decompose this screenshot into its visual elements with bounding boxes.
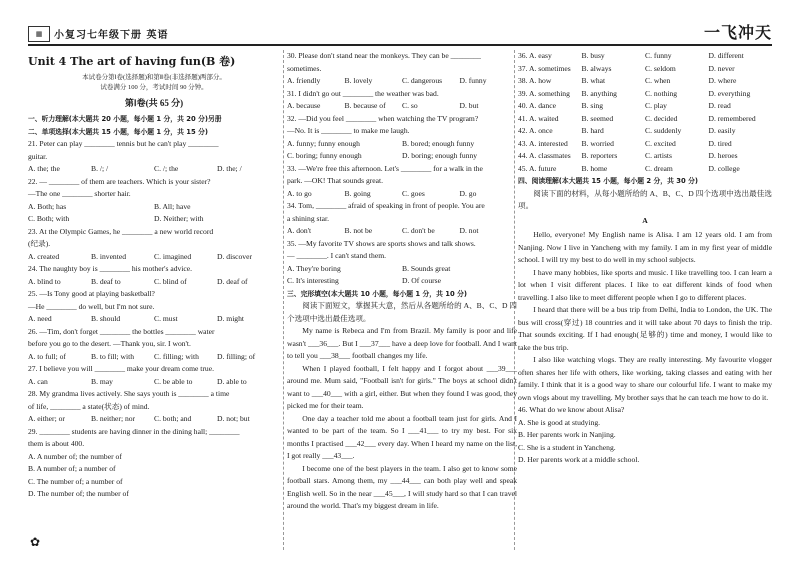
answer-option: B. may	[91, 376, 113, 386]
answer-option: D. go	[459, 188, 477, 198]
answer-option: C. artists	[645, 151, 673, 160]
answer-options	[28, 276, 280, 289]
answer-option: 45. A. future	[518, 163, 557, 173]
exam-note: 试卷满分 100 分，考试时间 90 分钟。	[100, 83, 208, 91]
page-header	[28, 23, 772, 44]
answer-option: D. heroes	[708, 151, 738, 160]
answer-option: C. when	[645, 76, 671, 85]
answer-option: D. where	[708, 76, 737, 85]
question-stem-cont: before you go to the desert. —Thank you, sir. I won't.	[28, 339, 191, 348]
answer-option: C. It's interesting	[287, 276, 339, 285]
question-list	[287, 50, 517, 288]
answer-option: C. The number of; a number of	[28, 476, 123, 486]
answer-option: C. must	[154, 314, 178, 323]
answer-option: C. /; the	[154, 164, 179, 173]
cloze-options	[518, 50, 772, 175]
section-heading: 二、单项选择(本大题共 15 小题，每小题 1 分，共 15 分)	[28, 127, 208, 136]
answer-option: D. remembered	[708, 113, 756, 123]
answer-option: D. Of course	[402, 276, 442, 285]
question-stem-cont: sometimes.	[287, 63, 322, 73]
answer-option: B. not be	[344, 226, 373, 235]
answer-option: C. Both; with	[28, 214, 70, 223]
answer-option: A. because	[287, 101, 321, 110]
answer-option: D. not	[459, 226, 479, 235]
question-stem-cont: a shining star.	[287, 213, 329, 223]
answer-option: A. A number of; the number of	[28, 451, 122, 461]
answer-option: D. different	[708, 51, 744, 60]
answer-option: D. filling; of	[217, 351, 256, 361]
question-stem-cont: — ________. I can't stand them.	[287, 251, 387, 260]
question-stem-cont: them is about 400.	[28, 439, 85, 448]
cloze-option-row	[518, 150, 772, 163]
question-stem: 31. I didn't go out ________ the weather was bad.	[287, 88, 439, 98]
answer-options	[28, 251, 280, 264]
header-logo: ▦	[28, 26, 50, 42]
passage-paragraph: One day a teacher told me about a football team just for girls. And I wanted to be part of the team. So I ___41___ to try my best. For six months I practised ___42___ every day. When I heard my name on the list, I got really ___43___.	[287, 413, 517, 460]
answer-option: D. discover	[217, 251, 253, 261]
question-stem-cont: —He ________ do well, but I'm not sure.	[28, 301, 155, 311]
answer-option: C. dream	[645, 163, 673, 173]
answer-options	[28, 413, 280, 426]
answer-option: 43. A. interested	[518, 138, 568, 148]
answer-option: C. so	[402, 101, 418, 110]
answer-options	[28, 351, 280, 364]
answer-option: D. funny	[459, 76, 487, 85]
answer-options	[287, 188, 517, 201]
answer-option: A. need	[28, 314, 52, 323]
answer-options	[28, 163, 280, 176]
answer-options	[28, 201, 280, 226]
answer-option: D. Neither; with	[154, 214, 204, 223]
answer-option: B. anything	[581, 88, 617, 98]
answer-option: B. hard	[581, 126, 604, 135]
answer-option: B. because of	[344, 101, 386, 110]
answer-option: B. worried	[581, 138, 614, 148]
answer-options	[28, 376, 280, 389]
answer-option: 42. A. once	[518, 126, 553, 135]
answer-option: D. college	[708, 163, 740, 173]
answer-option: C. She is a student in Yancheng.	[518, 442, 616, 452]
answer-option: A. either; or	[28, 414, 65, 423]
answer-option: A. created	[28, 251, 60, 261]
answer-options	[287, 138, 517, 163]
answer-option: C. blind of	[154, 276, 187, 286]
cloze-passage	[287, 325, 517, 513]
answer-option: B. Sounds great	[402, 263, 451, 273]
answer-options	[287, 225, 517, 238]
answer-option: D. read	[708, 101, 731, 110]
answer-option: B. Her parents work in Nanjing.	[518, 430, 616, 439]
answer-option: C. both; and	[154, 414, 192, 423]
answer-option: B. should	[91, 314, 121, 323]
answer-option: C. boring; funny enough	[287, 151, 362, 160]
section-heading: 三、完形填空(本大题共 10 小题，每小题 1 分，共 10 分)	[287, 289, 467, 298]
section-instructions: 阅读下面短文，掌握其大意，然后从各题所给的 A、B、C、D 四个选项中选出最佳选项。	[287, 301, 517, 323]
question-stem: 25. —Is Tony good at playing basketball?	[28, 289, 155, 298]
answer-option: D. might	[217, 314, 245, 323]
reading-passage	[518, 229, 772, 404]
answer-option: B. seemed	[581, 113, 614, 123]
answer-option: A. the; the	[28, 164, 60, 173]
answer-option: 38. A. how	[518, 76, 552, 85]
cloze-option-row	[518, 88, 772, 101]
passage-paragraph: When I played football, I felt happy and I forgot about ___39___ around me. Mum said, "Football isn't for girls." The boys at school didn't want to ___40___ with a girl, either. But when they found I was good, they picked me for their team.	[287, 363, 517, 410]
cloze-option-row	[518, 75, 772, 88]
passage-paragraph: I become one of the best players in the team. I also get to know some football stars. Among them, my ___44___ can both play well and speak English well. So in the near ___45___, I will study hard so that I can travel around the world. That's my biggest dream in life.	[287, 463, 517, 510]
question-stem: 30. Please don't stand near the monkeys. They can be ________	[287, 51, 481, 60]
passage-paragraph: Hello, everyone! My English name is Alisa. I am 12 years old. I am from Nanjing. Now I live in Yancheng with my family. I am in my first year of middle school. I will try my best to do well in my school subjects.	[518, 230, 772, 264]
answer-option: B. neither; nor	[91, 414, 136, 423]
answer-option: B. invented	[91, 251, 127, 261]
question-stem: 27. I believe you will ________ make your dream come true.	[28, 364, 214, 373]
question-stem: 35. —My favorite TV shows are sports shows and talk shows.	[287, 238, 476, 248]
answer-options	[518, 417, 772, 467]
question-stem-cont: (纪录).	[28, 239, 51, 248]
answer-option: 39. A. something	[518, 88, 570, 98]
answer-option: A. Both; has	[28, 201, 67, 211]
unit-title: Unit 4 The art of having fun(B 卷)	[28, 55, 236, 68]
question-stem: 21. Peter can play ________ tennis but he can't play ________	[28, 139, 219, 148]
answer-option: D. the; /	[217, 164, 242, 173]
section-instructions: 阅读下面的材料，从每小题所给的 A、B、C、D 四个选项中选出最佳选项。	[518, 188, 772, 210]
answer-option: C. decided	[645, 113, 678, 123]
answer-options	[287, 263, 517, 288]
answer-option: B. deaf to	[91, 276, 121, 286]
header-rule	[28, 44, 772, 46]
answer-options	[28, 313, 280, 326]
header-title: 小复习七年级下册 英语	[54, 30, 169, 41]
answer-option: B. All; have	[154, 201, 191, 211]
answer-option: B. what	[581, 76, 606, 85]
part-title: 第Ⅰ卷(共 65 分)	[124, 97, 184, 108]
answer-option: B. busy	[581, 51, 605, 60]
answer-option: B. lovely	[344, 76, 373, 85]
answer-option: D. everything	[708, 88, 751, 98]
question-stem: 33. —We're free this afternoon. Let's ________ for a walk in the	[287, 163, 483, 173]
answer-option: A. to full; of	[28, 351, 66, 361]
question-stem: 24. The naughty boy is ________ his mother's advice.	[28, 264, 193, 273]
answer-option: B. home	[581, 163, 608, 173]
answer-option: D. easily	[708, 126, 736, 135]
answer-option: D. Her parents work at a middle school.	[518, 455, 640, 464]
decorative-flower-icon: ✿	[30, 535, 41, 549]
answer-option: D. deaf of	[217, 276, 248, 286]
answer-option: A. They're boring	[287, 263, 341, 273]
answer-option: D. but	[459, 101, 479, 110]
answer-option: A. can	[28, 376, 48, 386]
cloze-option-row	[518, 100, 772, 113]
column-left	[28, 50, 280, 501]
passage-paragraph: My name is Rebeca and I'm from Brazil. My family is poor and life wasn't ___36___. But I ___37___ have a deep love for football. And I want to tell you ___38___ football changes my life.	[287, 326, 517, 360]
answer-option: C. nothing	[645, 88, 678, 98]
answer-option: B. bored; enough funny	[402, 138, 475, 148]
exam-note: 本试卷分第Ⅰ卷(选择题)和第Ⅱ卷(非选择题)两部分。	[82, 73, 226, 81]
answer-option: C. imagined	[154, 251, 192, 261]
answer-option: C. goes	[402, 188, 425, 198]
answer-option: D. not; but	[217, 414, 250, 423]
question-stem: 29. ________ students are having dinner in the dining hall; ________	[28, 426, 240, 436]
answer-option: 37. A. sometimes	[518, 63, 571, 73]
answer-option: C. seldom	[645, 63, 676, 73]
answer-option: D. able to	[217, 376, 247, 386]
answer-option: A. to go	[287, 188, 312, 198]
question-list	[28, 138, 280, 501]
section-heading: 四、阅读理解(本大题共 15 小题，每小题 2 分，共 30 分)	[518, 177, 698, 185]
answer-option: C. filling; with	[154, 351, 199, 361]
answer-option: 41. A. waited	[518, 113, 559, 123]
answer-option: A. She is good at studying.	[518, 417, 601, 427]
passage-paragraph: I have many hobbies, like sports and music. I like travelling too. I can learn a lot when I visit different places. I like to eat different kinds of food when travelling. I also like to meet different people when I go to different places.	[518, 267, 772, 302]
answer-option: C. dangerous	[402, 76, 443, 85]
answer-options	[287, 75, 517, 88]
cloze-option-row	[518, 125, 772, 138]
answer-option: B. /; /	[91, 164, 109, 173]
question-stem: 26. —Tim, don't forget ________ the bottles ________ water	[28, 326, 215, 336]
answer-option: C. play	[645, 101, 667, 110]
answer-option: A. friendly	[287, 76, 321, 85]
answer-option: B. always	[581, 63, 612, 73]
passage-paragraph: I heard that there will be a bus trip from Delhi, India to London, the UK. The bus will cross(穿过) 18 countries and it will take about 70 days to finish the trip. That sounds exciting. If I had enough(足够的) time and money, I would like to take the bus trip.	[518, 305, 772, 352]
question-stem-cont: —No. It is ________ to make me laugh.	[287, 126, 410, 135]
question-stem-cont: —The one ________ shorter hair.	[28, 189, 131, 198]
answer-option: D. The number of; the number of	[28, 489, 129, 498]
cloze-option-row	[518, 163, 772, 176]
answer-option: B. going	[344, 188, 371, 198]
question-stem: 23. At the Olympic Games, he ________ a new world record	[28, 226, 214, 236]
cloze-option-row	[518, 50, 772, 63]
answer-option: C. funny	[645, 51, 672, 60]
column-middle	[287, 50, 517, 513]
cloze-option-row	[518, 113, 772, 126]
answer-option: D. never	[708, 63, 735, 73]
answer-option: D. tired	[708, 138, 732, 148]
column-right	[518, 50, 772, 467]
section-heading: 一、听力理解(本大题共 20 小题，每小题 1 分，共 20 分)另册	[28, 115, 222, 123]
answer-options	[287, 100, 517, 113]
cloze-option-row	[518, 63, 772, 76]
answer-option: C. be able to	[154, 376, 193, 386]
answer-option: A. don't	[287, 226, 312, 235]
passage-label: A	[642, 215, 648, 225]
question-stem-cont: park. —OK! That sounds great.	[287, 176, 384, 185]
question-stem-cont: guitar.	[28, 151, 48, 161]
column-divider	[283, 50, 284, 550]
answer-option: B. sing	[581, 101, 604, 110]
answer-option: C. suddenly	[645, 126, 682, 135]
question-stem: 34. Tom, ________ afraid of speaking in front of people. You are	[287, 201, 485, 210]
question-stem: 22. — ________ of them are teachers. Which is your sister?	[28, 176, 211, 186]
brand-logo: 一飞冲天	[703, 23, 772, 42]
question-stem-cont: of life, ________ a state(状态) of mind.	[28, 401, 150, 411]
answer-option: A. funny; funny enough	[287, 138, 360, 148]
answer-option: B. reporters	[581, 151, 618, 160]
answer-option: 44. A. classmates	[518, 151, 571, 160]
answer-option: C. don't be	[402, 226, 435, 235]
passage-paragraph: I also like watching vlogs. They are really interesting. My favourite vlogger often shares her life with others, like working, taking classes and eating with her family. I think that it is a good way to share our colourful life. I want to make my own vlogs about my travelling. My brother says that he can teach me how to do it.	[518, 355, 772, 402]
answer-option: D. boring; enough funny	[402, 151, 478, 160]
cloze-option-row	[518, 138, 772, 151]
question-stem: 28. My grandma lives actively. She says youth is ________ a time	[28, 389, 230, 398]
answer-option: 40. A. dance	[518, 101, 556, 110]
answer-option: B. to fill; with	[91, 351, 135, 361]
answer-option: A. blind to	[28, 276, 61, 286]
answer-option: C. excited	[645, 138, 676, 148]
answer-options	[28, 451, 280, 501]
question-stem: 32. —Did you feel ________ when watching the TV program?	[287, 113, 479, 123]
answer-option: B. A number of; a number of	[28, 464, 116, 473]
question-stem: 46. What do we know about Alisa?	[518, 405, 625, 414]
answer-option: 36. A. easy	[518, 51, 552, 60]
